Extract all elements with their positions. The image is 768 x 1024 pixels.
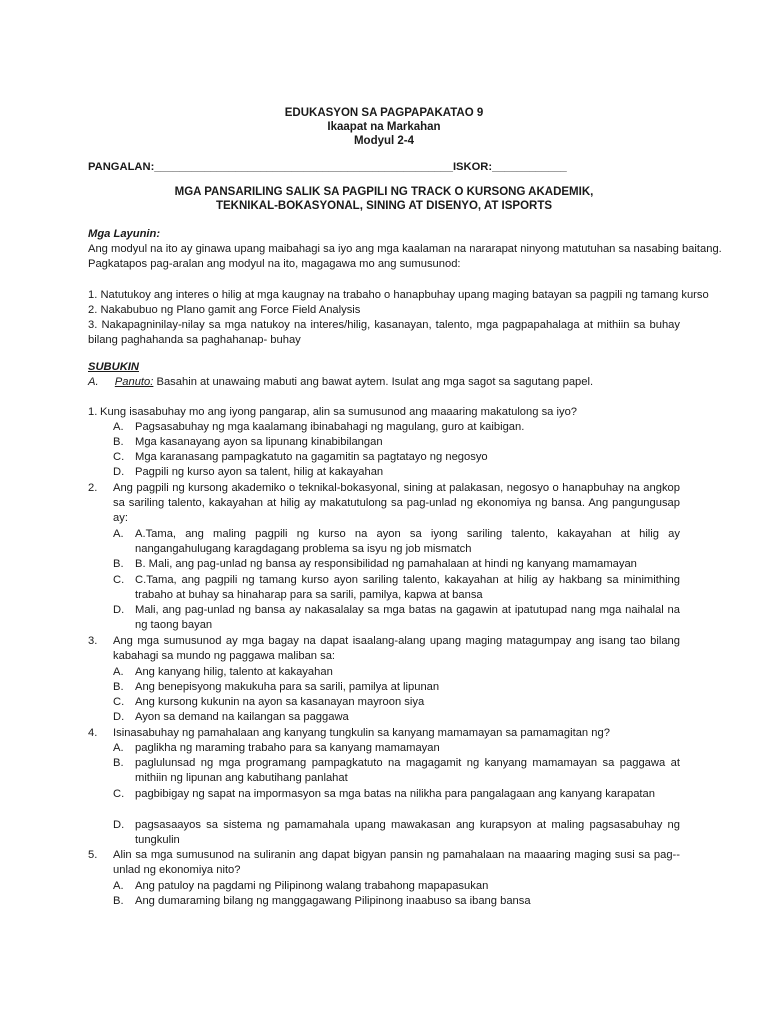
q2-option-b: B. Mali, ang pag-unlad ng bansa ay responsibilidad ng pamahalaan at hindi ng kanyang mamamayan (135, 558, 637, 570)
layunin-intro-line1: Ang modyul na ito ay ginawa upang maibahagi sa iyo ang mga kaalaman na nararapat ninyong matutuhan sa nasabing baitang. (88, 243, 722, 255)
q3-option-a: Ang kanyang hilig, talento at kakayahan (135, 666, 333, 678)
question-5-text: Alin sa mga sumusunod na suliranin ang dapat bigyan pansin ng pamahalaan na maaaring maging susi sa pag-- unlad ng ekonomiya nito? (113, 849, 680, 877)
layunin-intro-line2: Pagkatapos pag-aralan ang modyul na ito, magagawa mo ang sumusunod: (88, 258, 461, 270)
question-4-text: Isinasabuhay ng pamahalaan ang kanyang tungkulin sa kanyang mamamayan sa pamamagitan ng? (113, 727, 610, 739)
q5-option-a: Ang patuloy na pagdami ng Pilipinong walang trabahong mapapasukan (135, 880, 489, 892)
q3-option-d: Ayon sa demand na kailangan sa paggawa (135, 711, 349, 723)
question-4-number: 4. (88, 727, 98, 739)
q4-option-d: pagsasaayos sa sistema ng pamamahala upang mawakasan ang kurapsyon at maling pagsasabuhay ng tungkulin (135, 819, 680, 847)
q4-option-d-letter: D. (113, 819, 125, 831)
question-2-text: Ang pagpili ng kursong akademiko o teknikal-bokasyonal, sining at palakasan, negosyo o hanapbuhay na angkop sa sariling talento, kakayahan at hilig ay makatutulong sa pag-unlad ng ekonomiya ng bansa. Ang pangungusap ay: (113, 482, 680, 525)
q5-option-a-letter: A. (113, 880, 124, 892)
layunin-item-2: 2. Nakabubuo ng Plano gamit ang Force Field Analysis (88, 304, 361, 316)
q5-option-b: Ang dumaraming bilang ng manggagawang Pilipinong inaabuso sa ibang bansa (135, 895, 531, 907)
name-line (88, 160, 567, 175)
question-1-text: Kung isasabuhay mo ang iyong pangarap, alin sa sumusunod ang maaaring makatulong sa iyo? (100, 406, 578, 418)
q1-option-c: Mga karanasang pampagkatuto na gagamitin sa pagtatayo ng negosyo (135, 451, 488, 463)
q4-option-a: paglikha ng maraming trabaho para sa kanyang mamamayan (135, 742, 440, 754)
q2-option-d-letter: D. (113, 604, 125, 616)
q1-option-c-letter: C. (113, 451, 125, 463)
layunin-heading: Mga Layunin: (88, 228, 161, 240)
subukin-heading: SUBUKIN (88, 361, 139, 373)
q3-option-c: Ang kursong kukunin na ayon sa kasanayan mayroon siya (135, 696, 425, 708)
name-label: PANGALAN: (88, 161, 155, 173)
q5-option-b-letter: B. (113, 895, 124, 907)
q2-option-a: A.Tama, ang maling pagpili ng kurso na ayon sa iyong sariling talento, kakayahan at hilig ay nangangahulugang karagdagang problema sa isyu ng job mismatch (135, 528, 680, 556)
quarter-label: Ikaapat na Markahan (327, 121, 441, 133)
q1-option-a-letter: A. (113, 421, 124, 433)
module-label: Modyul 2-4 (353, 135, 415, 147)
q2-option-c-letter: C. (113, 574, 125, 586)
q3-option-b: Ang benepisyong makukuha para sa sarili, pamilya at lipunan (135, 681, 440, 693)
q4-option-a-letter: A. (113, 742, 124, 754)
question-3-text: Ang mga sumusunod ay mga bagay na dapat isaalang-alang upang maging matagumpay ang isang tao bilang kabahagi sa mundo ng paggawa maliban sa: (113, 635, 680, 663)
direction-letter: A. (88, 376, 99, 388)
q3-option-a-letter: A. (113, 666, 124, 678)
q3-option-d-letter: D. (113, 711, 125, 723)
q2-option-a-letter: A. (113, 528, 124, 540)
direction-line (88, 375, 593, 390)
layunin-item-3: 3. Nakapagninilay-nilay sa mga natukoy na interes/hilig, kasanayan, talento, mga pagpapahalaga at mithiin sa buhay bilang paghahanda sa paghahanap- buhay (88, 319, 680, 347)
question-1-number: 1. (88, 406, 98, 418)
score-label: ISKOR: (452, 161, 493, 173)
q2-option-b-letter: B. (113, 558, 124, 570)
direction-text: Basahin at unawaing mabuti ang bawat aytem. Isulat ang mga sagot sa sagutang papel. (156, 376, 594, 388)
layunin-item-1: 1. Natutukoy ang interes o hilig at mga kaugnay na trabaho o hanapbuhay upang maging batayan sa pagpili ng tamang kurso (88, 289, 709, 301)
module-title-line1: MGA PANSARILING SALIK SA PAGPILI NG TRACK O KURSONG AKADEMIK, (174, 186, 594, 198)
module-title-line2: TEKNIKAL-BOKASYONAL, SINING AT DISENYO, AT ISPORTS (215, 200, 553, 212)
direction-label: Panuto: (114, 376, 154, 388)
q1-option-b: Mga kasanayang ayon sa lipunang kinabibilangan (135, 436, 383, 448)
q4-option-c: pagbibigay ng sapat na impormasyon sa mga batas na nilikha para pangalagaan ang kanyang karapatan (135, 788, 655, 800)
q2-option-c: C.Tama, ang pagpili ng tamang kurso ayon sariling talento, kakayahan at hilig ay hakbang sa minimithing trabaho at buhay sa hinaharap para sa sarili, pamilya, kapwa at bansa (135, 574, 680, 602)
question-5-number: 5. (88, 849, 98, 861)
q4-option-b-letter: B. (113, 757, 124, 769)
score-blank: ____________ (492, 161, 567, 173)
subject-title: EDUKASYON SA PAGPAPAKATAO 9 (284, 107, 484, 119)
q3-option-c-letter: C. (113, 696, 125, 708)
q1-option-d-letter: D. (113, 466, 125, 478)
q4-option-c-letter: C. (113, 788, 125, 800)
q2-option-d: Mali, ang pag-unlad ng bansa ay nakasalalay sa mga batas na gagawin at ipatutupad nang mga naihalal na ng taong bayan (135, 604, 680, 632)
q1-option-d: Pagpili ng kurso ayon sa talent, hilig at kakayahan (135, 466, 384, 478)
question-2-number: 2. (88, 482, 98, 494)
q3-option-b-letter: B. (113, 681, 124, 693)
name-blank: ________________________________________________ (154, 161, 453, 173)
q4-option-b: paglulunsad ng mga programang pampagkatuto na magagamit ng kanyang mamamayan sa paggawa at mithiin ng lipunan ang kabutihang panlahat (135, 757, 680, 785)
q1-option-b-letter: B. (113, 436, 124, 448)
question-3-number: 3. (88, 635, 98, 647)
q1-option-a: Pagsasabuhay ng mga kaalamang ibinabahagi ng magulang, guro at kaibigan. (135, 421, 525, 433)
